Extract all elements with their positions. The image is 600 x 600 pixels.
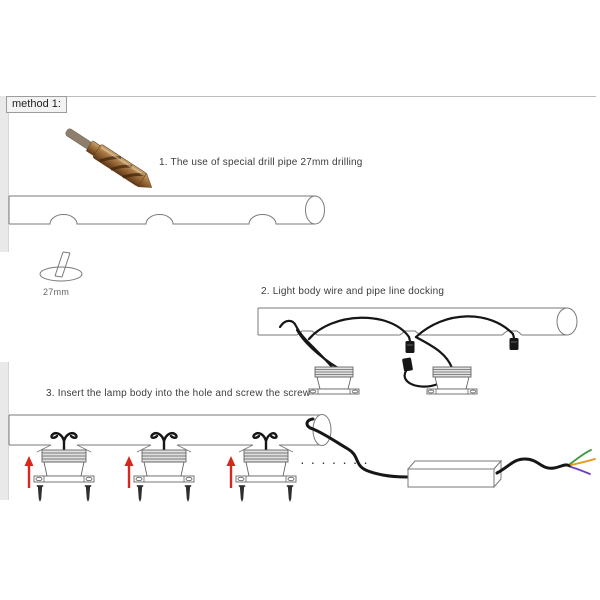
insert-arrow [25,456,34,488]
screw [137,486,191,502]
pipe-drilled-holes-diagram [9,196,325,224]
insert-arrow [227,456,236,488]
hole-27mm-diagram [40,252,82,281]
purple-strand [571,467,590,474]
connector-plug [510,338,519,350]
pipe-wiring-diagram [258,308,577,335]
drill-bit-image [62,124,156,193]
step-1-caption: 1. The use of special drill pipe 27mm drilling [159,157,363,168]
output-wire [497,450,595,474]
insert-arrow [125,456,134,488]
ellipsis-dots: · · · · · · · [300,454,369,470]
screw [239,486,293,502]
hole-diameter-label: 27mm [43,287,70,297]
lamp-body [427,367,477,394]
lamp-body [236,450,296,482]
screw [37,486,91,502]
step-3-caption: 3. Insert the lamp body into the hole and screw the screw [46,388,311,399]
power-supply-box [408,461,501,487]
connector-plug [406,341,415,353]
method-label: method 1: [6,96,67,113]
lamp-body [34,450,94,482]
lamp-body [134,450,194,482]
step-2-caption: 2. Light body wire and pipe line docking [261,286,445,297]
lamp-body [309,367,359,394]
connector-plug [402,357,413,371]
